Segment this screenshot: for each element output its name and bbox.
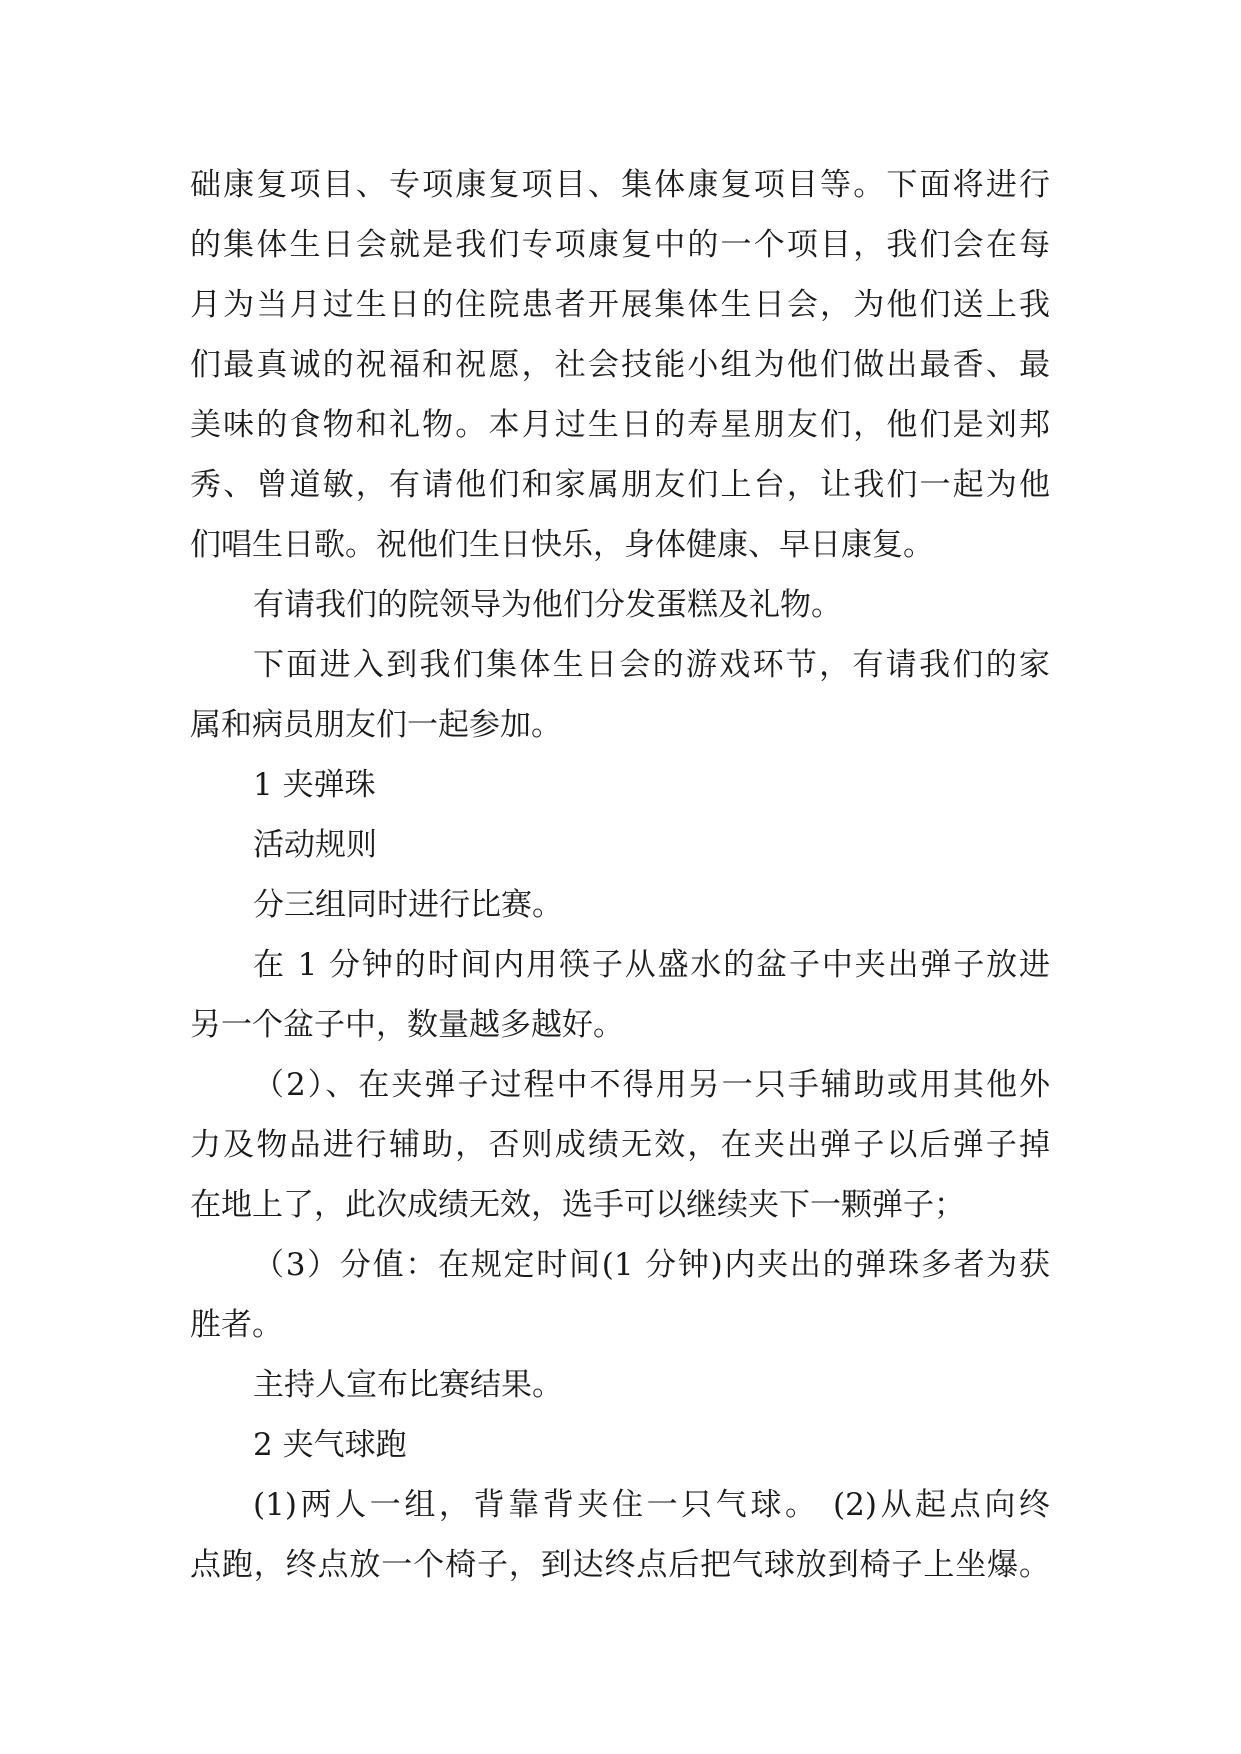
text-line: （2）、在夹弹子过程中不得用另一只手辅助或用其他外 [253, 1067, 1050, 1103]
text-line: 另一个盆子中，数量越多越好。 [190, 1007, 624, 1043]
text-line: 胜者。 [190, 1307, 283, 1343]
text-line: 美味的食物和礼物。本月过生日的寿星朋友们，他们是刘邦 [190, 407, 1050, 443]
body-text [190, 155, 1050, 1595]
text-line: 分三组同时进行比赛。 [253, 887, 563, 923]
text-line: (1)两人一组，背靠背夹住一只气球。 (2)从起点向终 [253, 1487, 1050, 1523]
text-line: 们最真诚的祝福和祝愿，社会技能小组为他们做出最香、最 [190, 347, 1050, 383]
text-line: 们唱生日歌。祝他们生日快乐，身体健康、早日康复。 [190, 527, 934, 563]
section-heading: 2 夹气球跑 [253, 1427, 407, 1463]
text-line: 秀、曾道敏，有请他们和家属朋友们上台，让我们一起为他 [190, 467, 1050, 503]
text-line: 属和病员朋友们一起参加。 [190, 707, 562, 743]
text-line: 力及物品进行辅助，否则成绩无效，在夹出弹子以后弹子掉 [190, 1127, 1050, 1163]
text-line: （3）分值：在规定时间(1 分钟)内夹出的弹珠多者为获 [253, 1247, 1050, 1283]
text-line: 在 1 分钟的时间内用筷子从盛水的盆子中夹出弹子放进 [253, 947, 1050, 983]
text-line: 的集体生日会就是我们专项康复中的一个项目，我们会在每 [190, 227, 1050, 263]
section-heading: 1 夹弹珠 [253, 767, 376, 803]
text-line: 主持人宣布比赛结果。 [253, 1367, 563, 1403]
text-line: 活动规则 [253, 827, 377, 863]
text-line: 点跑，终点放一个椅子，到达终点后把气球放到椅子上坐爆。 [190, 1547, 1050, 1583]
text-line: 有请我们的院领导为他们分发蛋糕及礼物。 [253, 587, 842, 623]
text-line: 下面进入到我们集体生日会的游戏环节，有请我们的家 [253, 647, 1050, 683]
text-line: 在地上了，此次成绩无效，选手可以继续夹下一颗弹子； [190, 1187, 965, 1223]
text-line: 月为当月过生日的住院患者开展集体生日会，为他们送上我 [190, 287, 1050, 323]
text-line: 础康复项目、专项康复项目、集体康复项目等。下面将进行 [190, 167, 1050, 203]
